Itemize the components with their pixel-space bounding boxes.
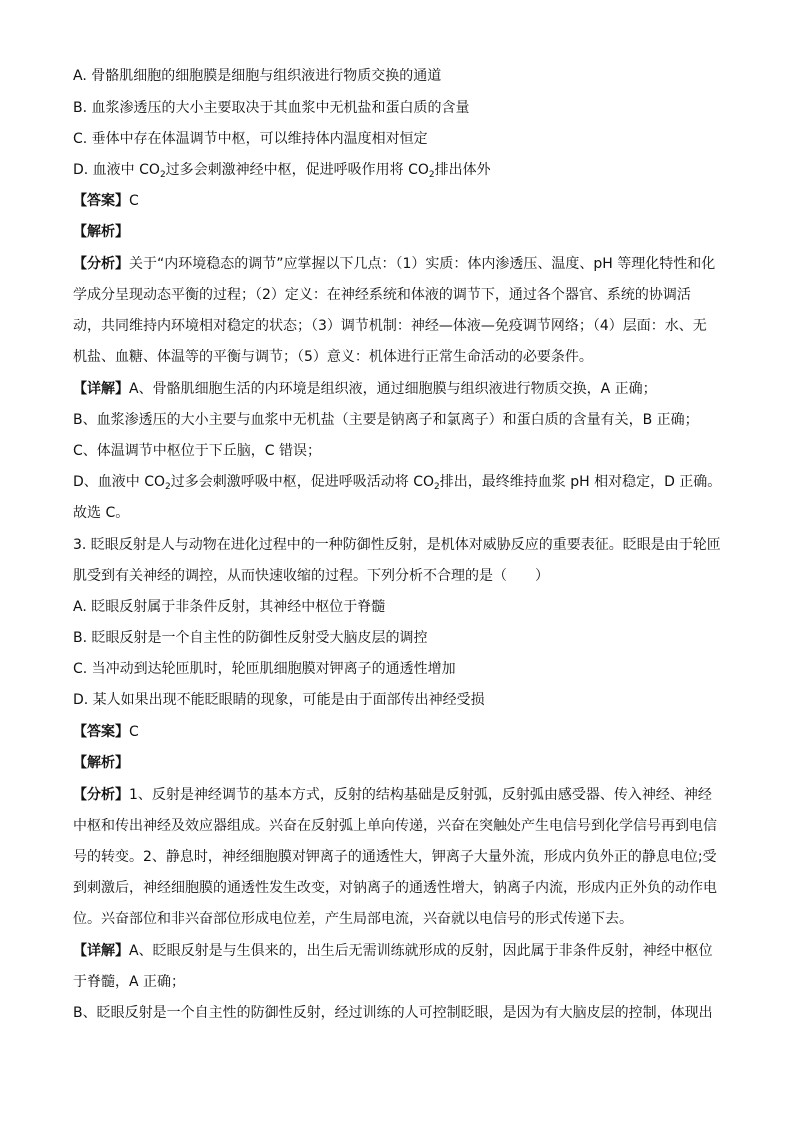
q2-xiangjie-b: B、血浆渗透压的大小主要与血浆中无机盐（主要是钠离子和氯离子）和蛋白质的含量有关，B 正确； [73,412,699,428]
q3-analysis-tag: 【解析】 [73,755,129,771]
q3-option-c: C. 当冲动到达轮匝肌时，轮匝肌细胞膜对钾离子的通透性增加 [73,661,456,677]
fenxi-tag: 【分析】 [73,256,129,272]
q3-fenxi-line-4: 到刺激后，神经细胞膜的通透性发生改变，对钠离子的通透性增大，钠离子内流，形成内正外负的动作电 [73,880,717,896]
q2-option-b: B. 血浆渗透压的大小主要取决于其血浆中无机盐和蛋白质的含量 [73,100,470,116]
answer-value: C [129,193,139,209]
q2-fenxi-line-4: 机盐、血糖、体温等的平衡与调节；（5）意义：机体进行正常生命活动的必要条件。 [73,349,593,365]
q3-fenxi-line-2: 中枢和传出神经及效应器组成。兴奋在反射弧上单向传递，兴奋在突触处产生电信号到化学信号再到电信 [73,818,717,834]
xiangjie-tag: 【详解】 [73,381,129,397]
q2-analysis-tag: 【解析】 [73,224,129,240]
q3-xiangjie-line-3: B、眨眼反射是一个自主性的防御性反射，经过训练的人可控制眨眼，是因为有大脑皮层的控制，体现出 [73,1005,713,1021]
q3-fenxi-line-1: 【分析】1、反射是神经调节的基本方式，反射的结构基础是反射弧，反射弧由感受器、传入神经、神经 [73,787,712,803]
q2-xiangjie-a: 【详解】A、骨骼肌细胞生活的内环境是组织液，通过细胞膜与组织液进行物质交换，A 正确； [73,381,657,397]
q2-option-d: D. 血液中 $CO_2$过多会刺激神经中枢，促进呼吸作用将 $CO_2$排出体外 [73,162,491,180]
q2-fenxi-line-2: 学成分呈现动态平衡的过程；（2）定义：在神经系统和体液的调节下，通过各个器官、系统的协调活 [73,287,691,303]
q3-option-d: D. 某人如果出现不能眨眼睛的现象，可能是由于面部传出神经受损 [73,692,485,708]
q2-xiangjie-c: C、体温调节中枢位于下丘脑，C 错误； [73,443,321,459]
answer-value: C [129,724,139,740]
q2-option-a: A. 骨骼肌细胞的细胞膜是细胞与组织液进行物质交换的通道 [73,68,442,84]
q3-stem-line-2: 肌受到有关神经的调控，从而快速收缩的过程。下列分析不合理的是（ ） [73,568,549,584]
xiangjie-tag: 【详解】 [73,943,129,959]
q3-stem-line-1: 3. 眨眼反射是人与动物在进化过程中的一种防御性反射，是机体对威胁反应的重要表征。眨眼是由于轮匝 [73,537,721,553]
q3-xiangjie-line-2: 于脊髓，A 正确； [73,974,186,990]
q3-xiangjie-line-1: 【详解】A、眨眼反射是与生俱来的，出生后无需训练就形成的反射，因此属于非条件反射，神经中枢位 [73,943,713,959]
q3-fenxi-line-3: 号的转变。2、静息时，神经细胞膜对钾离子的通透性大，钾离子大量外流，形成内负外正的静息电位;受 [73,849,717,865]
q3-answer [73,722,723,742]
fenxi-tag: 【分析】 [73,787,129,803]
q2-option-c: C. 垂体中存在体温调节中枢，可以维持体内温度相对恒定 [73,131,428,147]
answer-tag: 【答案】 [73,193,129,209]
q3-fenxi-line-5: 位。兴奋部位和非兴奋部位形成电位差，产生局部电流，兴奋就以电信号的形式传递下去。 [73,911,633,927]
q2-conclusion: 故选 C。 [73,505,130,521]
answer-tag: 【答案】 [73,724,129,740]
q3-option-b: B. 眨眼反射是一个自主性的防御性反射受大脑皮层的调控 [73,630,428,646]
q2-answer [73,191,723,211]
q2-fenxi-line-3: 动，共同维持内环境相对稳定的状态；（3）调节机制：神经—体液—免疫调节网络；（4）层面：水、无 [73,318,707,334]
q3-option-a: A. 眨眼反射属于非条件反射，其神经中枢位于脊髓 [73,599,386,615]
q2-xiangjie-d: D、血液中 $CO_2$过多会刺激呼吸中枢，促进呼吸活动将 $CO_2$排出，最终维持血浆 pH 相对稳定，D 正确。 [73,474,722,492]
q2-fenxi-line-1: 【分析】关于“内环境稳态的调节”应掌握以下几点：（1）实质：体内渗透压、温度、pH 等理化特性和化 [73,256,716,272]
